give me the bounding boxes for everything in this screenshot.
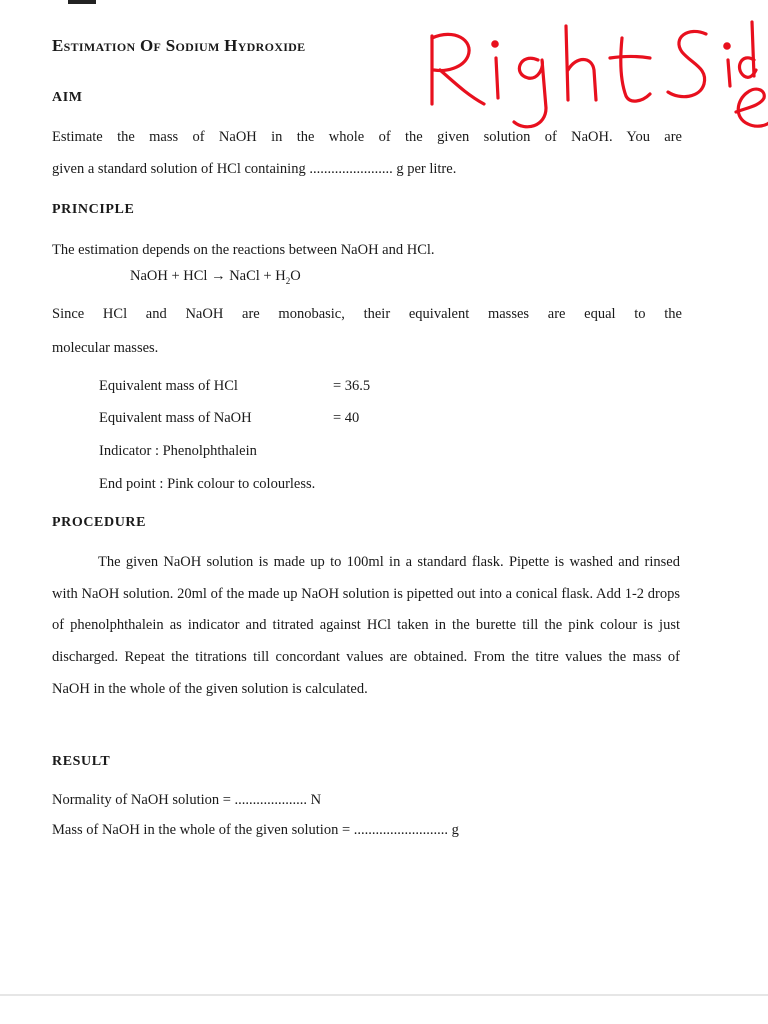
top-edge-mark [68, 0, 96, 4]
eq-mass-naoh-label: Equivalent mass of NaOH [99, 410, 252, 426]
page-title: Estimation Of Sodium Hydroxide [52, 36, 306, 55]
handwriting-stroke-t-stem [621, 38, 650, 101]
equation-subscript: 2 [285, 275, 291, 286]
procedure-text: The given NaOH solution is made up to 100ml in a standard flask. Pipette is washed and rinsed with NaOH solution. 20ml of the made up NaOH solution is pipetted out into a conical flask. Add 1-2 drops of phenolphthalein as indicator and titrated against HCl taken in the burette till the pink colour is just discharged. Repeat the titrations till concordant values are obtained. From the titre values the mass of NaOH in the whole of the given solution is calculated. [52, 554, 680, 697]
handwriting-stroke-h-arch [568, 60, 596, 101]
equation-left: NaOH + HCl → NaCl + H [130, 268, 286, 284]
result-mass: Mass of NaOH in the whole of the given solution = .......................... g [52, 822, 459, 838]
procedure-paragraph [52, 547, 680, 706]
handwriting-stroke-r-leg [440, 70, 484, 104]
handwriting-stroke-t-bar [610, 57, 650, 59]
page-bottom-edge [0, 994, 768, 996]
eq-mass-hcl-value: = 36.5 [333, 378, 371, 394]
principle-heading: PRINCIPLE [52, 202, 135, 217]
eq-mass-hcl-label: Equivalent mass of HCl [99, 378, 238, 394]
equation-right: O [290, 268, 301, 284]
eq-mass-naoh-value: = 40 [333, 410, 360, 426]
end-point-line: End point : Pink colour to colourless. [99, 476, 316, 492]
result-heading: RESULT [52, 754, 111, 769]
handwriting-stroke-i-dot [493, 42, 497, 46]
handwriting-stroke-i-stem [496, 58, 498, 98]
aim-line-2: given a standard solution of HCl containing ....................... g per litre. [52, 161, 457, 177]
reaction-equation [130, 268, 301, 286]
aim-line-1: Estimate the mass of NaOH in the whole of the given solution of NaOH. You are [52, 129, 682, 145]
handwriting-stroke-s [668, 31, 706, 96]
handwriting-stroke-i2-dot [725, 44, 729, 48]
handwriting-strokes [432, 22, 768, 127]
handwriting-stroke-g [514, 58, 546, 127]
indicator-line: Indicator : Phenolphthalein [99, 443, 257, 459]
handwriting-stroke-h-stem [566, 26, 568, 100]
handwriting-stroke-d-stem [752, 22, 754, 76]
handwriting-stroke-e [736, 89, 768, 126]
principle-line-3: molecular masses. [52, 340, 159, 356]
principle-line-2: Since HCl and NaOH are monobasic, their equivalent masses are equal to the [52, 306, 682, 322]
handwriting-stroke-i2-stem [728, 60, 730, 86]
result-normality: Normality of NaOH solution = .................... N [52, 792, 322, 808]
principle-line-1: The estimation depends on the reactions between NaOH and HCl. [52, 242, 435, 258]
handwritten-annotation [410, 0, 768, 140]
handwriting-stroke-r-bowl [432, 34, 469, 70]
aim-heading: AIM [52, 90, 83, 105]
procedure-heading: PROCEDURE [52, 515, 147, 530]
